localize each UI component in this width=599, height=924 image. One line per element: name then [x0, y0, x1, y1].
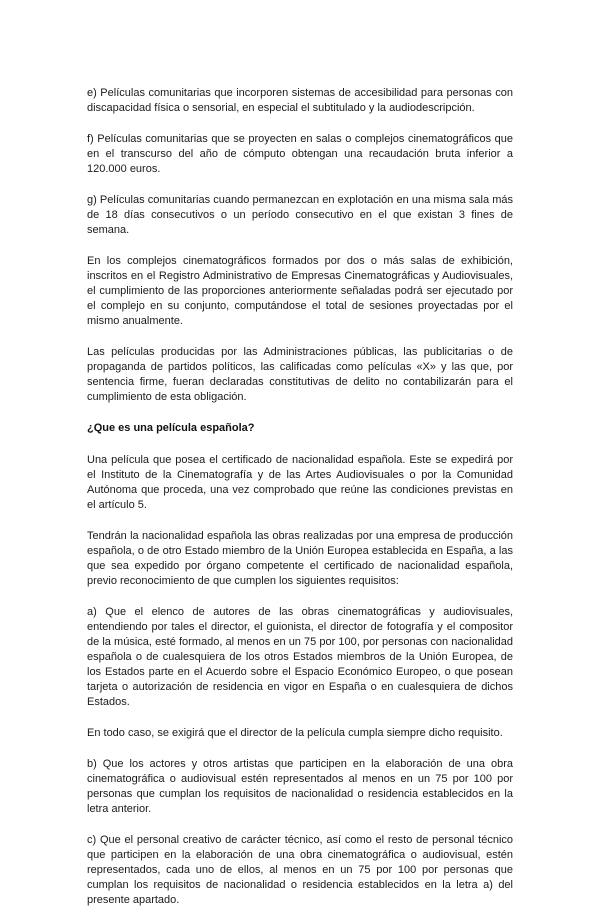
paragraph-excluidas: Las películas producidas por las Administraciones públicas, las publicitarias o de propaganda de partidos políticos, las calificadas como películas «X» y las que, por sentencia firme, fueran declaradas constitutivas de delito no contabilizarán para el cumplimiento de esta obligación.: [87, 346, 513, 403]
paragraph-requisito-a: a) Que el elenco de autores de las obras cinematográficas y audiovisuales, entendiendo por tales el director, el guionista, el director de fotografía y el compositor de la música, esté formado, al menos en un 75 por 100, por personas con nacionalidad española o de cualesquiera de los otros Estados miembros de la Unión Europea, de los Estados parte en el Acuerdo sobre el Espacio Económico Europeo, o que posean tarjeta o autorización de residencia en vigor en España o en cualesquiera de dichos Estados.: [87, 606, 513, 708]
paragraph-definicion: Una película que posea el certificado de nacionalidad española. Este se expedirá por el Instituto de la Cinematografía y de las Artes Audiovisuales o por la Comunidad Autónoma que proceda, una vez comprobado que reúne las condiciones previstas en el artículo 5.: [87, 454, 513, 511]
paragraph-director: En todo caso, se exigirá que el director de la película cumpla siempre dicho requisito.: [87, 727, 503, 739]
paragraph-nacionalidad: Tendrán la nacionalidad española las obras realizadas por una empresa de producción española, o de otro Estado miembro de la Unión Europea establecida en España, a las que sea expedido por órgano competente el certificado de nacionalidad española, previo reconocimiento de que cumplen los siguientes requisitos:: [87, 530, 513, 587]
paragraph-item-g: g) Películas comunitarias cuando permanezcan en explotación en una misma sala más de 18 días consecutivos o un período consecutivo en el que existan 3 fines de semana.: [87, 194, 513, 236]
document-body: [87, 86, 513, 924]
paragraph-requisito-c: c) Que el personal creativo de carácter técnico, así como el resto de personal técnico que participen en la elaboración de una obra cinematográfica o audiovisual, estén representados, cada uno de ellos, al menos en un 75 por 100 por personas que cumplan los requisitos de nacionalidad o residencia establecidos en la letra a) del presente apartado.: [87, 834, 513, 906]
paragraph-complejos: En los complejos cinematográficos formados por dos o más salas de exhibición, inscritos en el Registro Administrativo de Empresas Cinematográficas y Audiovisuales, el cumplimiento de las proporciones anteriormente señaladas podrá ser ejecutado por el complejo en su conjunto, computándose el total de sesiones proyectadas por el mismo anualmente.: [87, 255, 513, 327]
paragraph-item-f: f) Películas comunitarias que se proyecten en salas o complejos cinematográficos que en el transcurso del año de cómputo obtengan una recaudación bruta inferior a 120.000 euros.: [87, 133, 513, 175]
section-heading: ¿Que es una película española?: [87, 422, 255, 434]
paragraph-item-e: e) Películas comunitarias que incorporen sistemas de accesibilidad para personas con discapacidad física o sensorial, en especial el subtitulado y la audiodescripción.: [87, 87, 513, 114]
paragraph-requisito-b: b) Que los actores y otros artistas que participen en la elaboración de una obra cinematográfica o audiovisual estén representados al menos en un 75 por 100 por personas que cumplan los requisitos de nacionalidad o residencia establecidos en la letra anterior.: [87, 758, 513, 815]
